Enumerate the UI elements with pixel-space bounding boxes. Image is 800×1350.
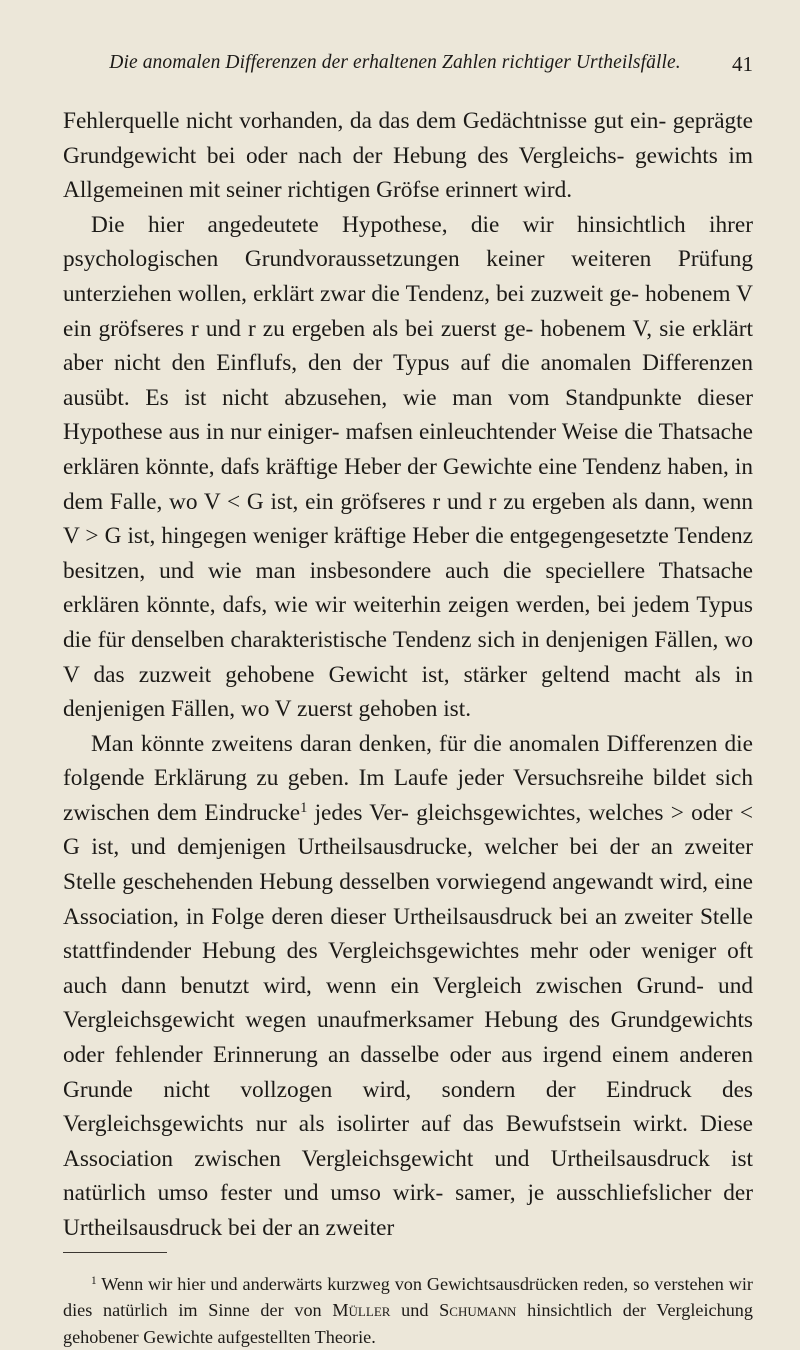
paragraph-3-text-before: Man könnte zweitens daran denken, für die anomalen Differenzen die folgende Erklärung zu geben. Im Laufe jeder Versuchsreihe bildet sich zwischen dem Eindrucke	[63, 730, 753, 826]
footnote-text-after: hinsichtlich der Vergleichung gehobener Gewichte aufgestellten Theorie.	[63, 1300, 753, 1347]
page-number: 41	[732, 52, 753, 76]
footnote-text-before: Wenn wir hier und anderwärts kurzweg von Gewichtsausdrücken reden, so verstehen wir dies natürlich im Sinne der von	[63, 1273, 753, 1321]
paragraph-3	[63, 727, 753, 1246]
footnote	[63, 1271, 753, 1350]
footnote-author-schumann: Schumann	[439, 1300, 517, 1321]
footnote-divider	[63, 1252, 167, 1253]
running-head	[63, 52, 753, 86]
paragraph-1: Fehlerquelle nicht vorhanden, da das dem Gedächtnisse gut ein- geprägte Grundgewicht bei oder nach der Hebung des Vergleichs- gewichts im Allgemeinen mit seiner richtigen Gröfse erinnert wird.	[63, 108, 753, 204]
footnote-author-mueller: Müller	[332, 1300, 391, 1321]
footnote-reference: 1	[300, 799, 308, 816]
paragraph-2: Die hier angedeutete Hypothese, die wir hinsichtlich ihrer psychologischen Grundvoraussetzungen keiner weiteren Prüfung unterziehen wollen, erklärt zwar die Tendenz, bei zuzweit ge- hobenem V ein gröfseres r und r zu ergeben als bei zuerst ge- hobenem V, sie erklärt aber nicht den Einflufs, den der Typus auf die anomalen Differenzen ausübt. Es ist nicht abzusehen, wie man vom Standpunkte dieser Hypothese aus in nur einiger- mafsen einleuchtender Weise die Thatsache erklären könnte, dafs kräftige Heber der Gewichte eine Tendenz haben, in dem Falle, wo V < G ist, ein gröfseres r und r zu ergeben als dann, wenn V > G ist, hingegen weniger kräftige Heber die entgegengesetzte Tendenz besitzen, und wie man insbesondere auch die speciellere Thatsache erklären könnte, dafs, wie wir weiterhin zeigen werden, bei jedem Typus die für denselben charakteristische Tendenz sich in denjenigen Fällen, wo V das zuzweit gehobene Gewicht ist, stärker geltend macht als in denjenigen Fällen, wo V zuerst gehoben ist.	[63, 211, 753, 723]
footnote-text-middle: und	[390, 1300, 440, 1321]
running-title: Die anomalen Differenzen der erhaltenen Zahlen richtiger Urtheilsfälle.	[109, 52, 681, 73]
body-text	[63, 104, 753, 1246]
paragraph-3-text-after: jedes Ver- gleichsgewichtes, welches > oder < G ist, und demjenigen Urtheilsausdrucke, welcher bei der an zweiter Stelle geschehenden Hebung desselben vorwiegend angewandt wird, eine Association, in Folge deren dieser Urtheilsausdruck bei an zweiter Stelle stattfindender Hebung des Vergleichsgewichtes mehr oder weniger oft auch dann benutzt wird, wenn ein Vergleich zwischen Grund- und Vergleichsgewicht wegen unaufmerksamer Hebung des Grundgewichts oder fehlender Erinnerung an dasselbe oder aus irgend einem anderen Grunde nicht vollzogen wird, sondern der Eindruck des Vergleichsgewichts nur als isolirter auf das Bewufstsein wirkt. Diese Association zwischen Vergleichsgewicht und Urtheilsausdruck ist natürlich umso fester und umso wirk- samer, je ausschliefslicher der Urtheilsausdruck bei der an zweiter	[63, 799, 753, 1241]
footnote-mark: 1	[91, 1274, 97, 1287]
